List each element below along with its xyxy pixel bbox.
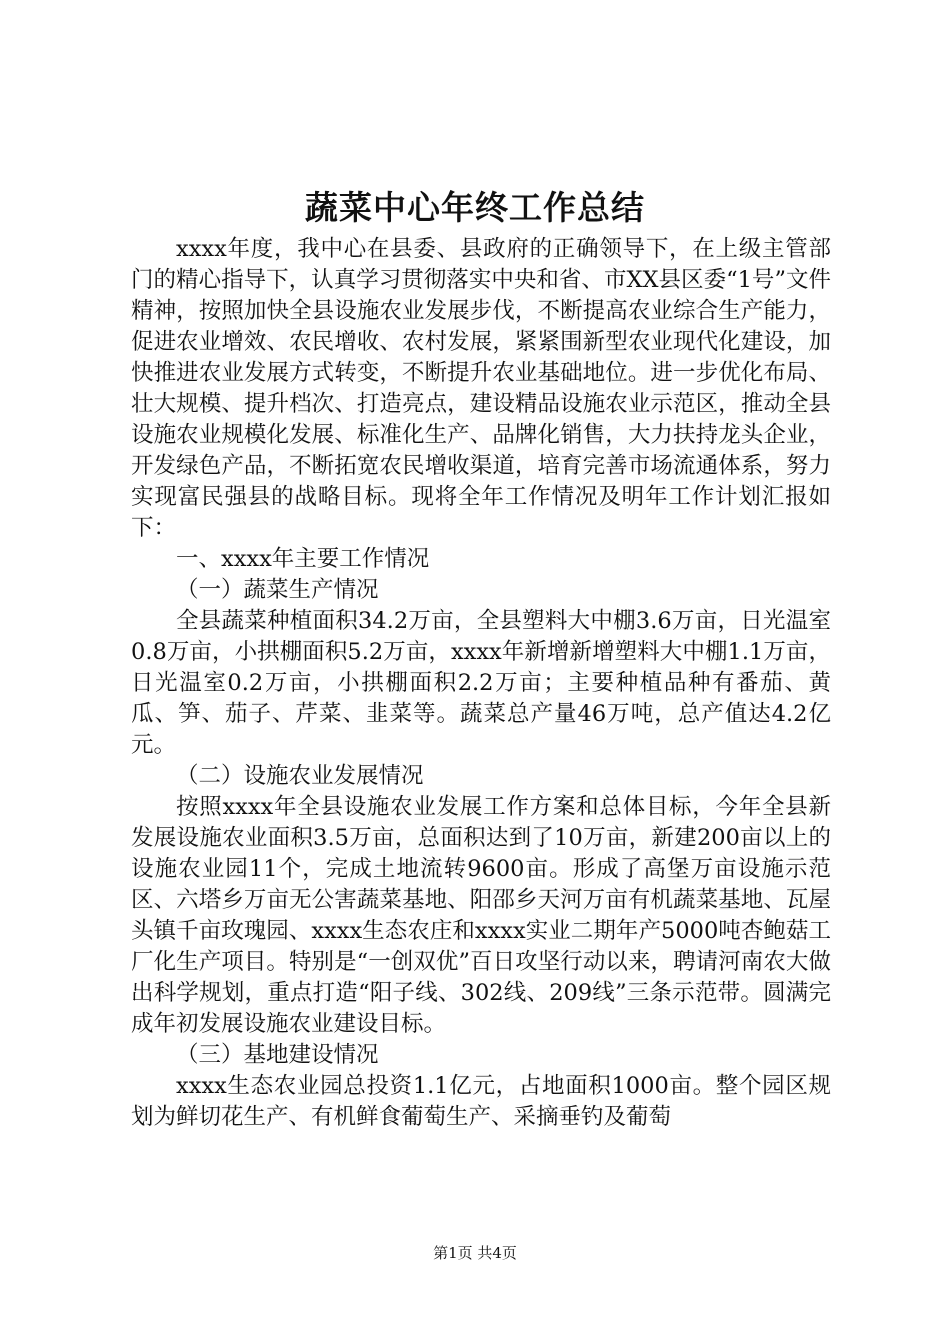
subsection-heading-3: （三）基地建设情况: [176, 1042, 379, 1068]
page-title: 蔬菜中心年终工作总结: [305, 188, 645, 227]
paragraph-intro: xxxx年度，我中心在县委、县政府的正确领导下，在上级主管部门的精心指导下，认真学习贯彻落实中央和省、市XX县区委“1号”文件精神，按照加快全县设施农业发展步伐，不断提高农业综合生产能力，促进农业增效、农民增收、农村发展，紧紧围新型农业现代化建设，加快推进农业发展方式转变，不断提升农业基础地位。进一步优化布局、壮大规模、提升档次、打造亮点，建设精品设施农业示范区，推动全县设施农业规模化发展、标准化生产、品牌化销售，大力扶持龙头企业，开发绿色产品，不断拓宽农民增收渠道，培育完善市场流通体系，努力实现富民强县的战略目标。现将全年工作情况及明年工作计划汇报如下：: [131, 236, 831, 541]
paragraph-facility-agriculture: 按照xxxx年全县设施农业发展工作方案和总体目标，今年全县新发展设施农业面积3.5万亩，总面积达到了10万亩，新建200亩以上的设施农业园11个，完成土地流转9600亩。形成了高堡万亩设施示范区、六塔乡万亩无公害蔬菜基地、阳邵乡天河万亩有机蔬菜基地、瓦屋头镇千亩玫瑰园、xxxx生态农庄和xxxx实业二期年产5000吨杏鲍菇工厂化生产项目。特别是“一创双优”百日攻坚行动以来，聘请河南农大做出科学规划，重点打造“阳子线、302线、209线”三条示范带。圆满完成年初发展设施农业建设目标。: [131, 794, 831, 1037]
subsection-heading-1: （一）蔬菜生产情况: [176, 577, 379, 603]
page-footer: 第1页 共4页: [433, 1244, 517, 1262]
subsection-heading-2: （二）设施农业发展情况: [176, 763, 424, 789]
paragraph-base-construction: xxxx生态农业园总投资1.1亿元，占地面积1000亩。整个园区规划为鲜切花生产、有机鲜食葡萄生产、采摘垂钓及葡萄: [131, 1073, 831, 1130]
paragraph-vegetable-production: 全县蔬菜种植面积34.2万亩，全县塑料大中棚3.6万亩，日光温室0.8万亩，小拱棚面积5.2万亩，xxxx年新增新增塑料大中棚1.1万亩，日光温室0.2万亩，小拱棚面积2.2万亩；主要种植品种有番茄、黄瓜、笋、茄子、芹菜、韭菜等。蔬菜总产量46万吨，总产值达4.2亿元。: [131, 608, 831, 758]
section-heading-1: 一、xxxx年主要工作情况: [176, 546, 430, 572]
document-body: [131, 234, 831, 1133]
